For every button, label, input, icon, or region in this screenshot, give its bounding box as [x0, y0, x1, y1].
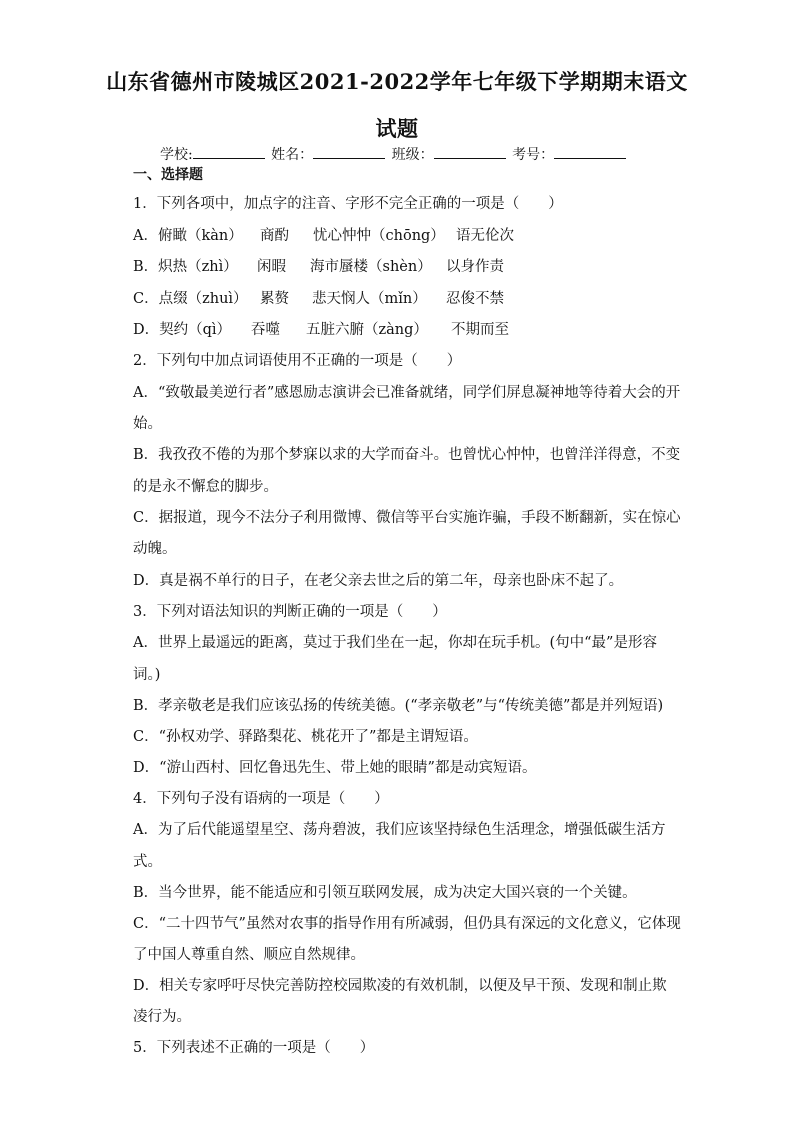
exam-title: 山东省德州市陵城区2021-2022学年七年级下学期期末语文	[106, 69, 688, 94]
question-1-option-b	[133, 255, 504, 276]
option-part: 累赘	[260, 291, 289, 307]
option-part: 忍俊不禁	[446, 291, 504, 307]
option-part: 忧心忡忡（chōng）	[313, 228, 445, 244]
question-2-option-a-continued: 始。	[133, 416, 162, 432]
question-3-option-a: A．世界上最遥远的距离，莫过于我们坐在一起，你却在玩手机。(句中“最”是形容	[133, 635, 657, 651]
question-4-stem: 4．下列句子没有语病的一项是（ ）	[133, 791, 389, 807]
option-part: 以身作责	[446, 259, 504, 275]
question-2-option-b: B．我孜孜不倦的为那个梦寐以求的大学而奋斗。也曾忧心忡忡，也曾洋洋得意，不变	[133, 447, 681, 463]
exam-number-blank[interactable]	[554, 145, 626, 159]
school-blank[interactable]	[193, 145, 265, 159]
question-4-option-a-continued: 式。	[133, 854, 162, 870]
exam-title-continued: 试题	[375, 116, 419, 141]
name-label: 姓名：	[271, 147, 314, 163]
option-part: 商酌	[260, 228, 289, 244]
option-part: 语无伦次	[456, 228, 514, 244]
option-part: 悲天悯人（mǐn）	[312, 291, 427, 307]
question-2-option-b-continued: 的是永不懈怠的脚步。	[133, 479, 278, 495]
question-1-option-c	[133, 287, 504, 308]
question-4-option-c: C．“二十四节气”虽然对农事的指导作用有所减弱，但仍具有深远的文化意义，它体现	[133, 916, 681, 932]
name-blank[interactable]	[313, 145, 385, 159]
option-part: D．契约（qì）	[133, 322, 232, 338]
section-heading: 一、选择题	[133, 167, 203, 183]
question-4-option-d-continued: 凌行为。	[133, 1009, 191, 1025]
question-2-option-c: C．据报道，现今不法分子利用微博、微信等平台实施诈骗，手段不断翻新，实在惊心	[133, 510, 681, 526]
question-1-stem: 1．下列各项中，加点字的注音、字形不完全正确的一项是（ ）	[133, 196, 563, 212]
question-2-option-a: A．“致敬最美逆行者”感恩励志演讲会已准备就绪，同学们屏息凝神地等待着大会的开	[133, 385, 681, 401]
question-2-option-d: D．真是祸不单行的日子，在老父亲去世之后的第二年，母亲也卧床不起了。	[133, 573, 624, 589]
option-part: 五脏六腑（zàng）	[306, 322, 428, 338]
class-label: 班级：	[391, 147, 434, 163]
option-part: C．点缀（zhuì）	[133, 291, 248, 307]
question-4-option-b: B．当今世界，能不能适应和引领互联网发展，成为决定大国兴衰的一个关键。	[133, 885, 637, 901]
question-3-stem: 3．下列对语法知识的判断正确的一项是（ ）	[133, 604, 447, 620]
option-part: 海市蜃楼（shèn）	[310, 259, 432, 275]
exam-number-label: 考号：	[512, 147, 555, 163]
student-info-line	[160, 144, 628, 164]
option-part: 不期而至	[451, 322, 509, 338]
question-4-option-a: A．为了后代能遥望星空、荡舟碧波，我们应该坚持绿色生活理念，增强低碳生活方	[133, 822, 666, 838]
question-2-stem: 2．下列句中加点词语使用不正确的一项是（ ）	[133, 353, 462, 369]
option-part: B．炽热（zhì）	[133, 259, 238, 275]
question-4-option-c-continued: 了中国人尊重自然、顺应自然规律。	[133, 947, 365, 963]
question-1-option-d	[133, 318, 509, 339]
question-2-option-c-continued: 动魄。	[133, 541, 177, 557]
option-part: 闲暇	[257, 259, 286, 275]
question-5-stem: 5．下列表述不正确的一项是（ ）	[133, 1040, 375, 1056]
question-3-option-a-continued: 词。)	[133, 667, 161, 683]
option-part: 吞噬	[251, 322, 280, 338]
question-4-option-d: D．相关专家呼吁尽快完善防控校园欺凌的有效机制，以便及早干预、发现和制止欺	[133, 978, 667, 994]
class-blank[interactable]	[434, 145, 506, 159]
school-label: 学校:	[160, 147, 193, 163]
question-3-option-b: B．孝亲敬老是我们应该弘扬的传统美德。(“孝亲敬老”与“传统美德”都是并列短语)	[133, 698, 664, 714]
question-1-option-a	[133, 224, 514, 245]
question-3-option-c: C．“孙权劝学、驿路梨花、桃花开了”都是主谓短语。	[133, 729, 478, 745]
option-part: A．俯瞰（kàn）	[133, 228, 243, 244]
question-3-option-d: D．“游山西村、回忆鲁迅先生、带上她的眼睛”都是动宾短语。	[133, 760, 537, 776]
